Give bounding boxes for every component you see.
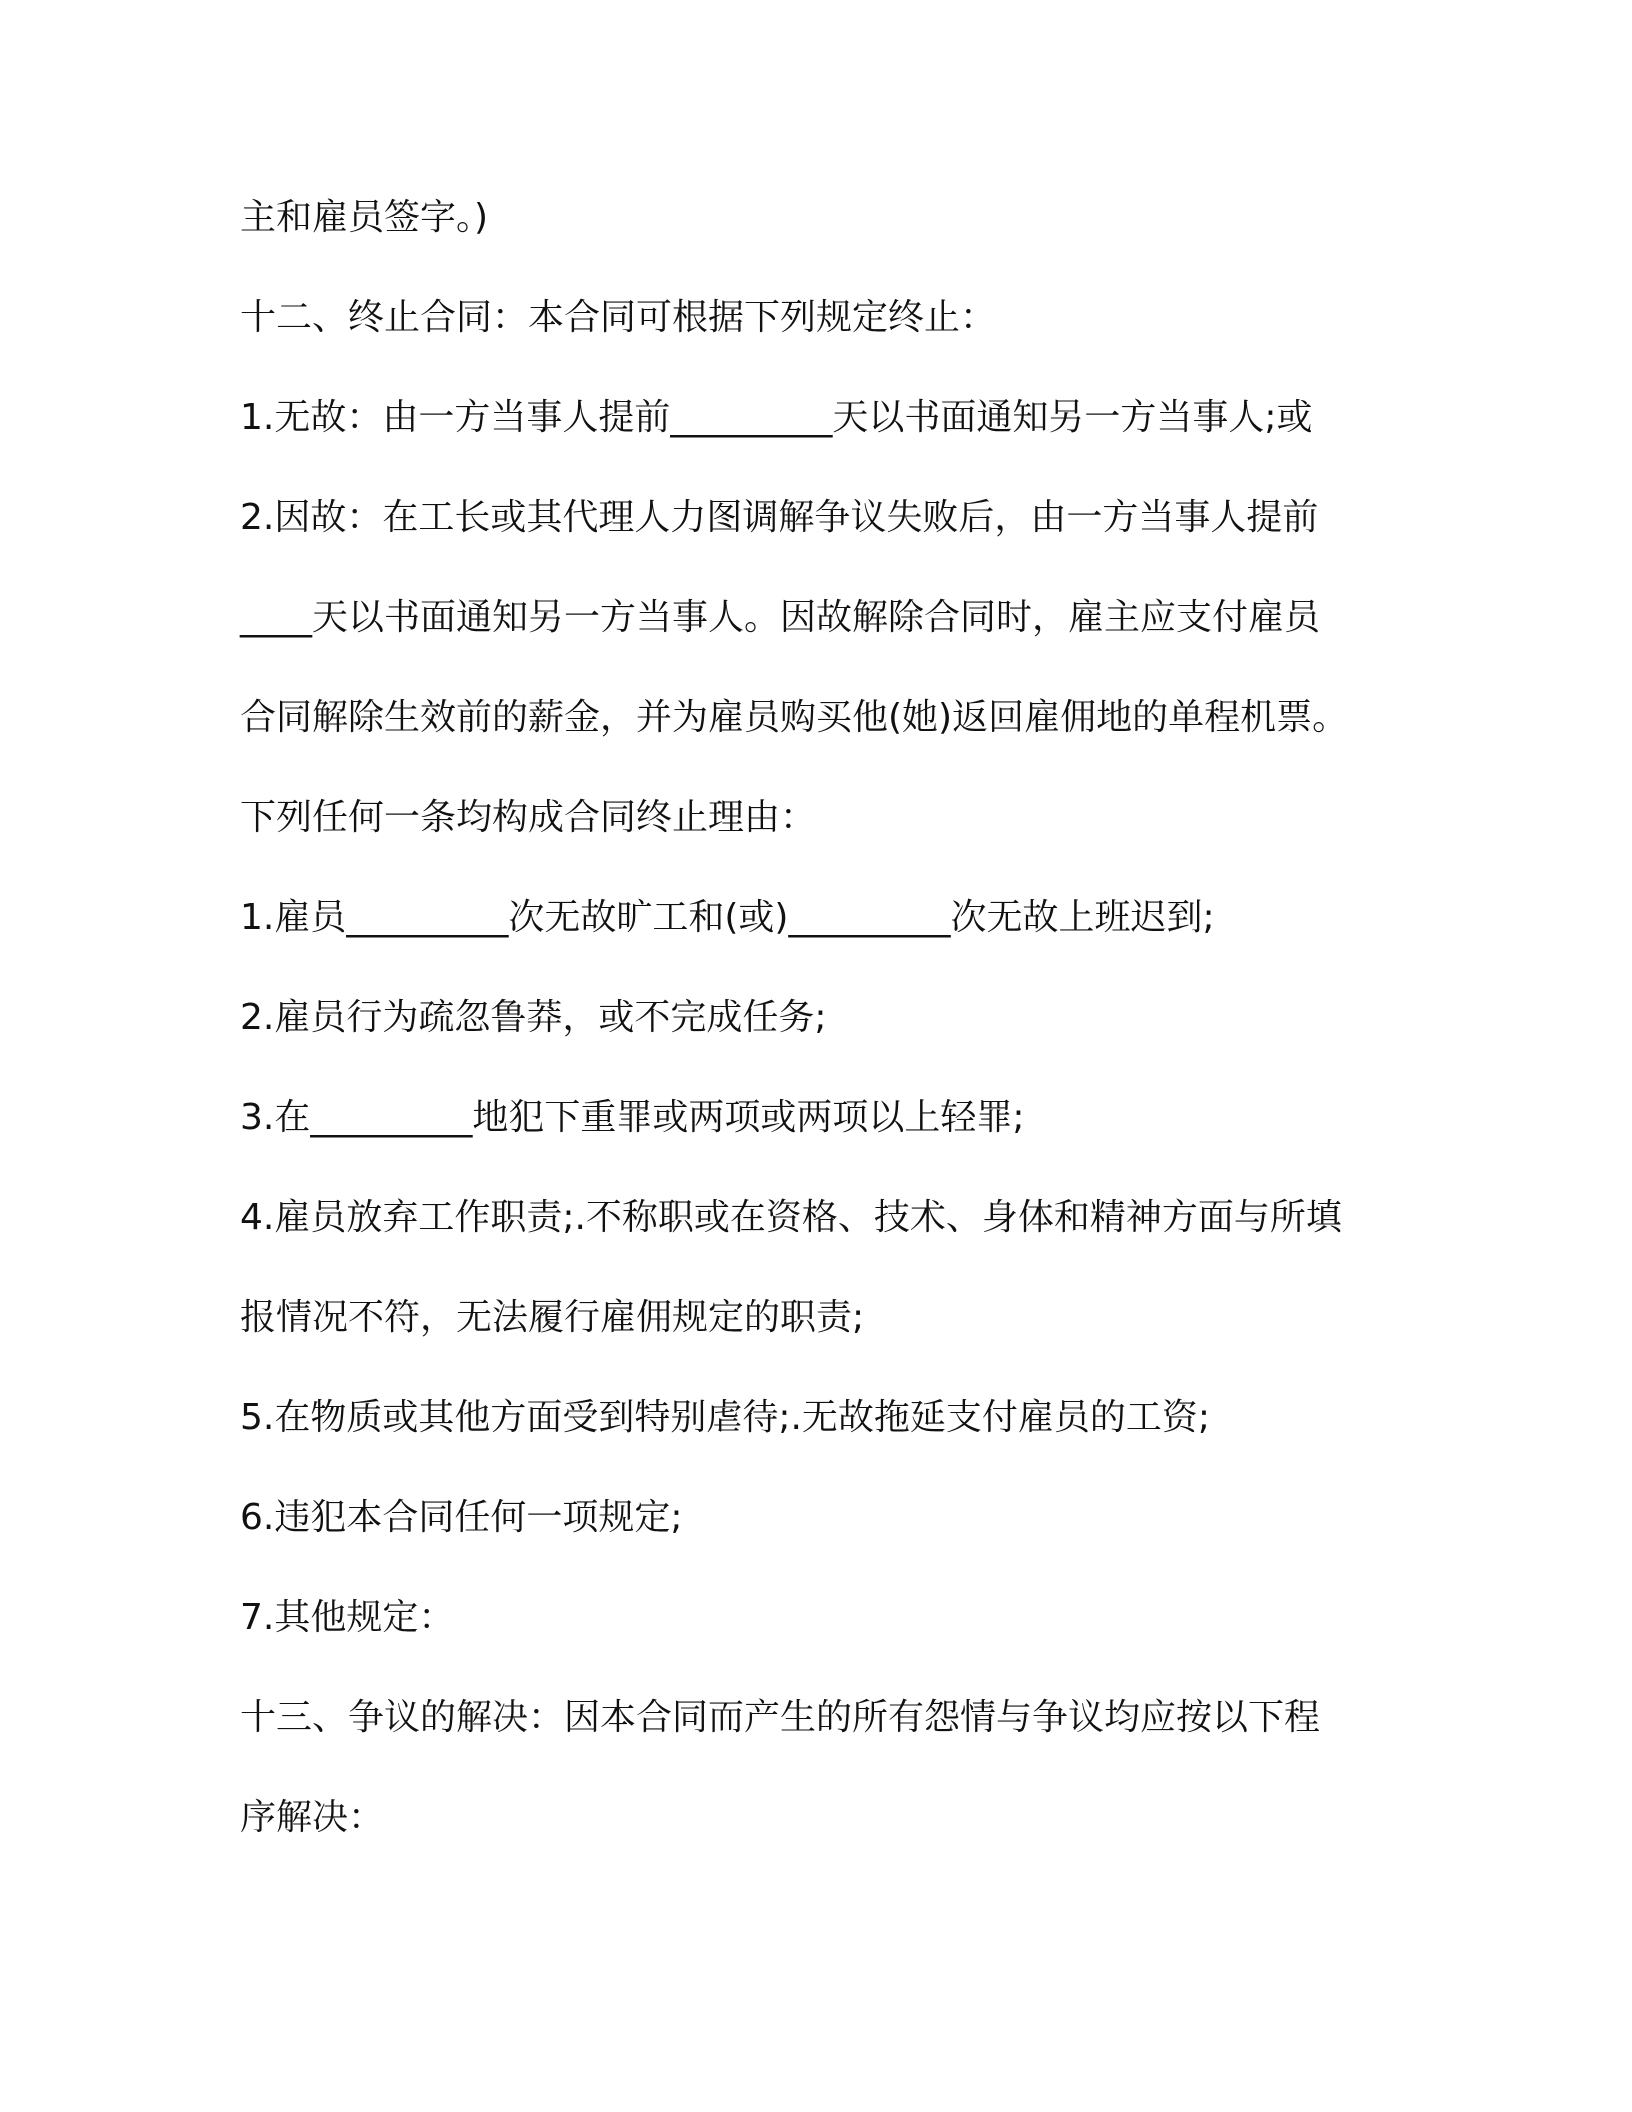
list-item-negligence: 2.雇员行为疏忽鲁莽，或不完成任务; (240, 997, 827, 1038)
text-line-signature-note: 主和雇员签字。) (240, 197, 489, 238)
list-item-duty-abandonment: 4.雇员放弃工作职责;.不称职或在资格、技术、身体和精神方面与所填 (240, 1197, 1342, 1238)
text-line-notice-period: ____天以书面通知另一方当事人。因故解除合同时，雇主应支付雇员 (240, 597, 1321, 638)
list-item-with-cause: 2.因故：在工长或其代理人力图调解争议失败后，由一方当事人提前 (240, 497, 1319, 538)
list-item-mistreatment: 5.在物质或其他方面受到特别虐待;.无故拖延支付雇员的工资; (240, 1397, 1211, 1438)
list-item-other: 7.其他规定： (240, 1597, 455, 1638)
text-line-dispute-procedure: 序解决： (240, 1797, 385, 1838)
text-line-termination-reasons: 下列任何一条均构成合同终止理由： (240, 797, 817, 838)
section-heading-termination: 十二、终止合同：本合同可根据下列规定终止： (240, 297, 997, 338)
list-item-violation: 6.违犯本合同任何一项规定; (240, 1497, 683, 1538)
list-item-without-cause: 1.无故：由一方当事人提前_________天以书面通知另一方当事人;或 (240, 397, 1313, 438)
text-line-salary-ticket: 合同解除生效前的薪金，并为雇员购买他(她)返回雇佣地的单程机票。 (240, 697, 1349, 738)
section-heading-dispute: 十三、争议的解决：因本合同而产生的所有怨情与争议均应按以下程 (240, 1697, 1321, 1738)
list-item-absence: 1.雇员_________次无故旷工和(或)_________次无故上班迟到; (240, 897, 1215, 938)
text-line-duty-continuation: 报情况不符，无法履行雇佣规定的职责; (240, 1297, 865, 1338)
list-item-crime: 3.在_________地犯下重罪或两项或两项以上轻罪; (240, 1097, 1025, 1138)
